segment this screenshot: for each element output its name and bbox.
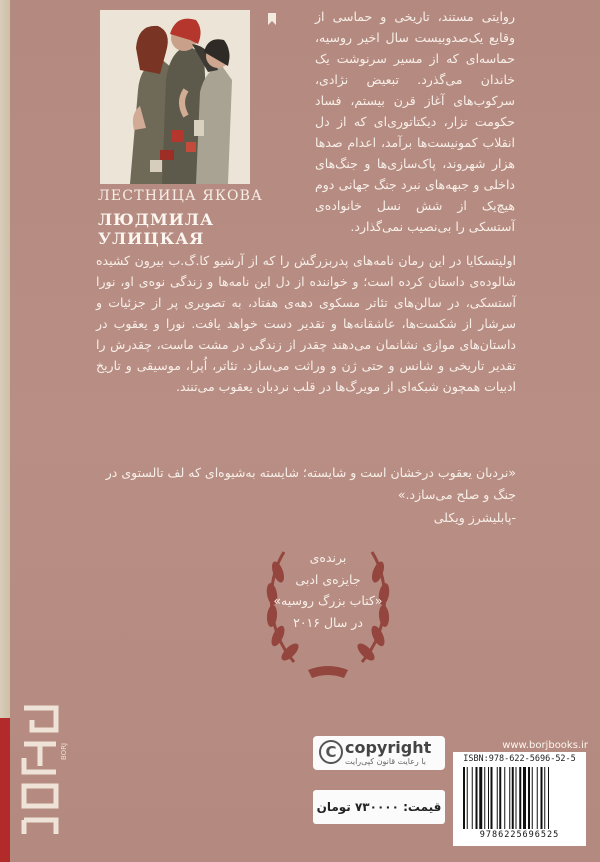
award-line-4: در سال ۲۰۱۶ [293, 614, 363, 630]
blurb-paragraph-1: روایتی مستند، تاریخی و حماسی از وقایع یک‌صدوبیست سال اخیر روسیه، حماسه‌ای که از مسیر سرنوشت یک خاندان می‌گذرد. تبعیض نژادی، سرکوب‌های آغاز قرن بیستم، فساد حکومت تزار، دیکتاتوری‌ای که از دل انقلاب کمونیست‌ها برآمد، اعدام صدها هزار شهروند، پاک‌سازی‌ها و جنگ‌های داخلی و جبهه‌های نبرد جنگ جهانی دوم هیچ‌یک از شش نسل خانواده‌ی آستسکی را بی‌نصیب نمی‌گذارد. [315, 9, 515, 234]
russian-author: ЛЮДМИЛА УЛИЦКАЯ [98, 210, 214, 248]
copyright-badge [313, 736, 445, 770]
barcode-block [453, 752, 586, 846]
award-line-3: «کتاب بزرگ روسیه» [273, 593, 383, 608]
review-source: -پابلیشرز ویکلی [433, 510, 516, 525]
award-line-1: برنده‌ی [309, 550, 347, 565]
review-quote: «نردبان یعقوب درخشان است و شایسته؛ شایسته به‌شیوه‌ای که لف تالستوی در جنگ و صلح می‌سازد.» [105, 465, 516, 502]
barcode-icon [463, 767, 576, 829]
copyright-icon: C [319, 740, 343, 764]
copyright-subtitle: با رعایت قانون کپی‌رایت [345, 757, 427, 766]
price-label: قیمت: ۷۳۰۰۰۰ تومان [313, 790, 445, 824]
blurb-paragraph-2: اولیتسکایا در این رمان نامه‌های پدربزرگش را که از آرشیو کا.گ.ب بیرون کشیده شالوده‌ی داستان کرده است؛ و خواننده از دل این نامه‌ها و زندگی نوه‌ی او، نورا آستسکی، در سالن‌های تئاتر مسکوی دهه‌ی هفتاد، به تصویری پر از جزئیات و سرشار از شکست‌ها، عاشقانه‌ها و تقدیر دست خواهد یافت. نورا و یعقوب در داستان‌های موازی نشانمان می‌دهند چقدر از زندگی در مشت ماست، چقدرش را تقدیر تاریخی و شانس و حتی ژن و وراثت می‌سازد. تئاتر، اُپرا، موسیقی و تاریخ ادبیات همچون شبکه‌ای از مویرگ‌ها در قلب نردبان یعقوب می‌تنند. [96, 253, 516, 394]
bookmark-icon [265, 12, 279, 26]
spine-red-stripe [0, 718, 10, 862]
russian-title: ЛЕСТНИЦА ЯКОВА [98, 188, 263, 204]
publisher-website: www.borjbooks.ir [502, 740, 588, 751]
award-text [258, 547, 398, 633]
publisher-logo-text: BORJ [60, 742, 68, 760]
copyright-word: copyright [345, 738, 432, 757]
publisher-logo-icon [18, 700, 62, 840]
barcode-digits: 9786225696525 [479, 830, 560, 840]
cover-artwork [100, 10, 250, 184]
award-line-2: جایزه‌ی ادبی [295, 571, 361, 587]
isbn-text: ISBN:978-622-5696-52-5 [463, 754, 576, 764]
